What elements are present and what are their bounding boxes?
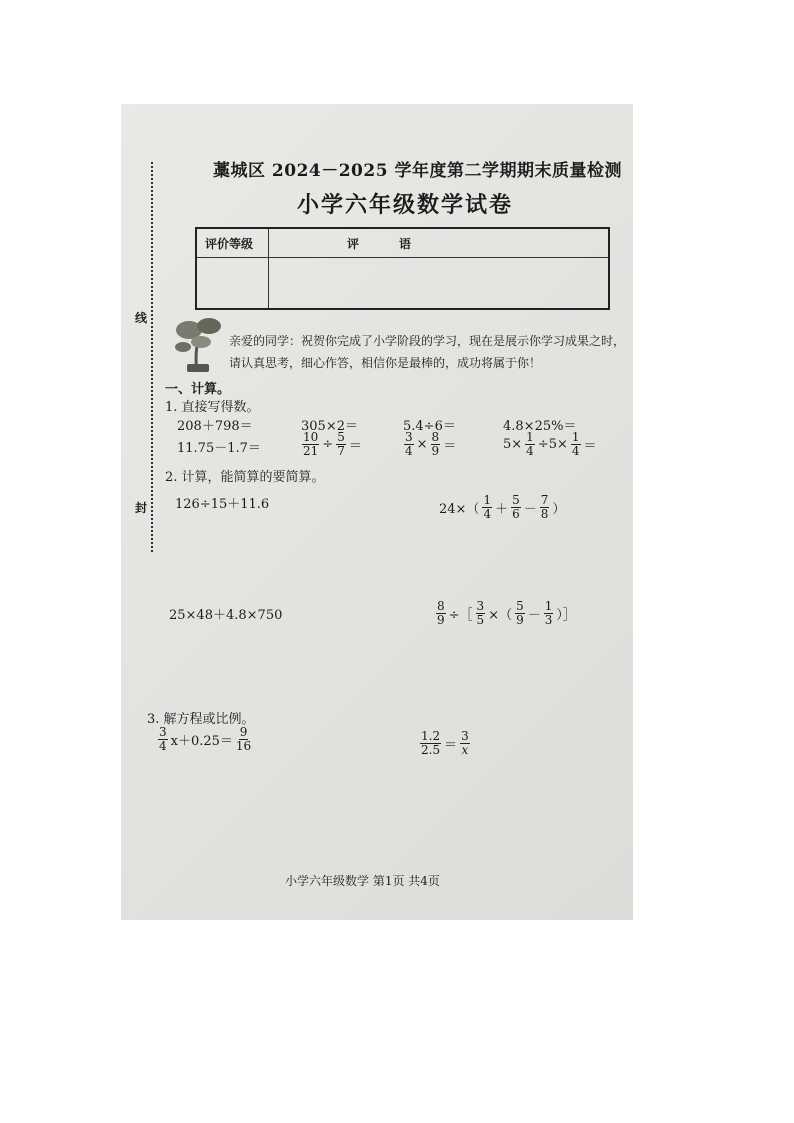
q1-item-4: 4.8×25%＝ — [503, 419, 577, 434]
q1-item-6: $\frac{10}{21}$ ÷ $\frac{5}{7}$ ＝ — [303, 430, 362, 458]
exam-subtitle: 藁城区 2024－2025 学年度第二学期期末质量检测 — [213, 161, 622, 181]
q3-equation-1: $\frac{3}{4}$ x＋0.25＝ $\frac{9}{16}$ — [159, 725, 252, 753]
grade-header: 评价等级 — [205, 237, 254, 251]
q1-item-3: 5.4÷6＝ — [403, 419, 456, 434]
binding-mark-line: 线 — [135, 311, 148, 325]
q2-expr-4: $\frac{8}{9}$ ÷［ $\frac{3}{5}$ ×（ $\frac{5}{9}$ － $\frac{1}{3}$ ）］ — [437, 599, 576, 627]
q1-item-2: 305×2＝ — [301, 419, 358, 434]
q3-label: 3. 解方程或比例。 — [147, 712, 255, 727]
greeting-text: 亲爱的同学：祝贺你完成了小学阶段的学习，现在是展示你学习成果之时，请认真思考，细心作答，相信你是最棒的，成功将属于你！ — [229, 334, 626, 370]
q1-label: 1. 直接写得数。 — [165, 400, 260, 415]
q3-equation-2: $\frac{1.2}{2.5}$ ＝ $\frac{3}{x}$ — [421, 729, 469, 757]
q1-item-7: $\frac{3}{4}$ × $\frac{8}{9}$ ＝ — [405, 430, 457, 458]
exam-title: 小学六年级数学试卷 — [297, 192, 514, 218]
q1-item-5: 11.75－1.7＝ — [177, 441, 261, 456]
q2-label: 2. 计算，能简算的要简算。 — [165, 470, 325, 485]
comment-header: 评语 — [347, 237, 452, 251]
q1-item-1: 208＋798＝ — [177, 419, 253, 434]
page-footer: 小学六年级数学 第1页 共4页 — [285, 874, 440, 888]
section1-heading: 一、计算。 — [165, 382, 231, 397]
q2-expr-1: 126÷15＋11.6 — [175, 497, 270, 512]
grade-table — [195, 227, 610, 310]
binding-line — [151, 162, 153, 552]
exam-page — [121, 104, 633, 920]
q2-expr-3: 25×48＋4.8×750 — [169, 608, 283, 623]
q1-item-8: 5× $\frac{1}{4}$ ÷5× $\frac{1}{4}$ ＝ — [503, 430, 597, 458]
plant-icon — [171, 312, 227, 374]
q2-expr-2: 24×（ $\frac{1}{4}$ ＋ $\frac{5}{6}$ － $\frac{7}{8}$ ） — [439, 493, 566, 521]
binding-mark-seal: 封 — [135, 501, 148, 515]
